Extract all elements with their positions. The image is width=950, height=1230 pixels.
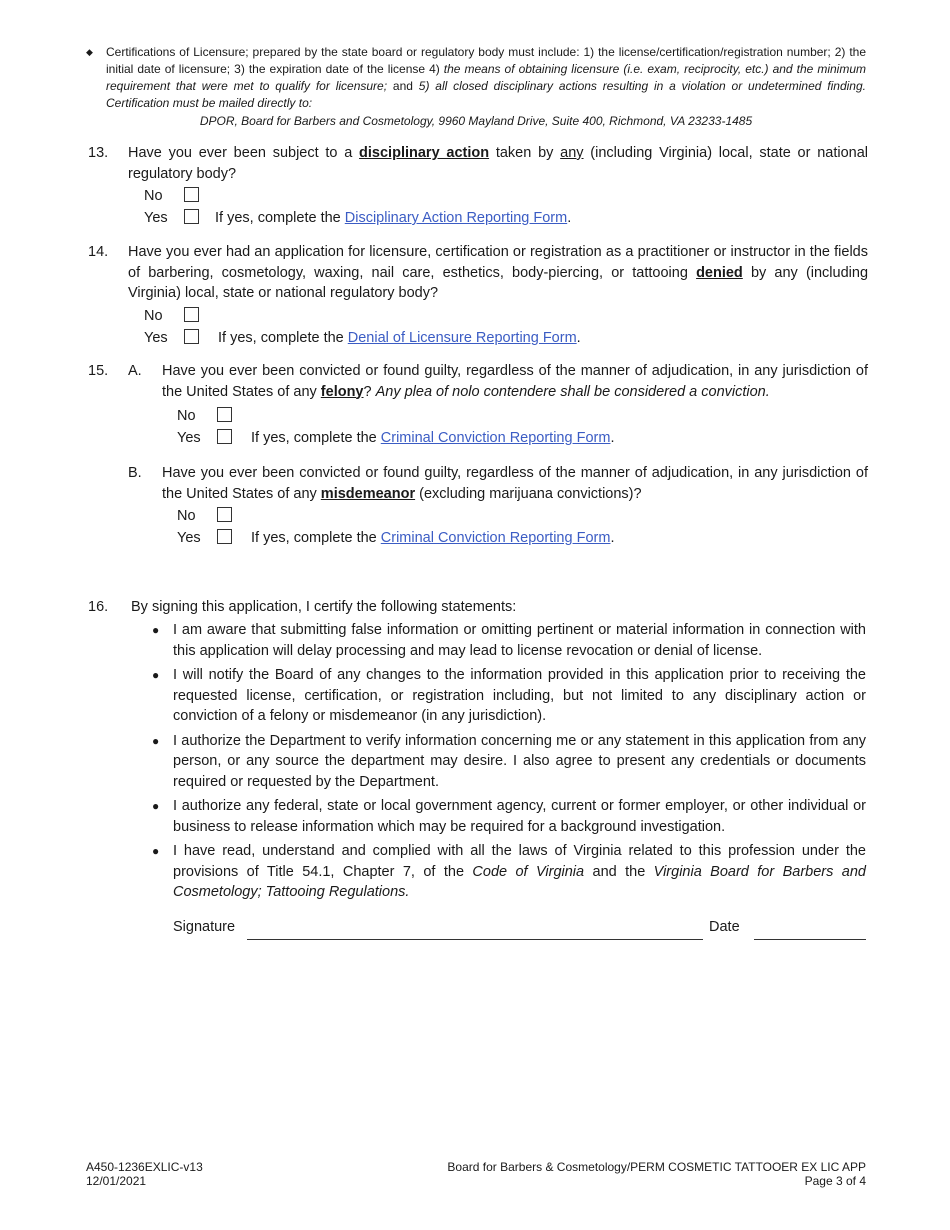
q14-yes-option (144, 328, 581, 348)
bullet-icon: ● (152, 623, 160, 637)
question-13 (88, 143, 868, 184)
date-field[interactable] (754, 939, 866, 940)
if-yes-note (251, 430, 614, 446)
statement-italic: Code of Virginia (472, 863, 585, 880)
statement-text: I authorize the Department to verify information concerning me or any statement in this application from any person, or any source the department may desire. I also agree to present any credentials or documents required or requested by the Department. (173, 732, 866, 790)
q13-text-3: (including Virginia) local, state or national regulatory body? (128, 145, 868, 182)
question-number: 14. (88, 244, 109, 260)
yes-label: Yes (177, 430, 201, 446)
criminal-conviction-form-link[interactable]: Criminal Conviction Reporting Form (380, 430, 611, 446)
signature-row (173, 919, 866, 941)
if-yes-text: If yes, complete the (218, 330, 348, 346)
q15a-yes-checkbox[interactable] (217, 429, 232, 444)
disciplinary-action-form-link[interactable]: Disciplinary Action Reporting Form (344, 210, 568, 226)
period: . (576, 330, 581, 346)
question-text: By signing this application, I certify the following statements: (131, 599, 517, 615)
criminal-conviction-form-link[interactable]: Criminal Conviction Reporting Form (380, 530, 611, 546)
question-text (128, 143, 868, 184)
q14-text-2: by any (including Virginia) local, state or national regulatory body? (128, 264, 869, 301)
if-yes-note (218, 330, 581, 346)
if-yes-note (215, 210, 571, 226)
cert-text-italic-2: 5) all closed disciplinary actions resulting in a violation or undetermined finding. Certification must be mailed directly to: (106, 79, 866, 110)
date-label: Date (709, 919, 740, 935)
list-item (150, 731, 866, 793)
bullet-icon: ● (152, 733, 160, 748)
statement-text: I have read, understand and complied with all the laws of Virginia related to this profession under the provisions of Title 54.1, Chapter 7, of the (173, 843, 866, 880)
question-number: 13. (88, 145, 109, 161)
bullet-icon: ● (152, 799, 160, 813)
no-label: No (177, 408, 196, 424)
if-yes-text: If yes, complete the (251, 530, 381, 546)
q15a-yes-option (177, 428, 614, 448)
sub-letter: B. (128, 465, 142, 481)
list-item (150, 796, 866, 837)
q15b-text-1: Have you ever been convicted or found guilty, regardless of the manner of adjudication, in any jurisdiction of the United States of any (162, 465, 868, 502)
q13-no-checkbox[interactable] (184, 187, 199, 202)
yes-label: Yes (144, 330, 168, 346)
question-text (128, 242, 868, 304)
question-text (162, 463, 868, 504)
question-number: 16. (88, 599, 109, 615)
mailing-address: DPOR, Board for Barbers and Cosmetology, 9960 Mayland Drive, Suite 400, Richmond, VA 23233-1485 (199, 114, 753, 128)
board-name: Board for Barbers & Cosmetology/PERM COSMETIC TATTOOER EX LIC APP (447, 1160, 866, 1174)
q14-text-1: Have you ever had an application for licensure, certification or registration as a practitioner or instructor in the fields of barbering, cosmetology, waxing, nail care, esthetics, body-piercing, or tattooing (128, 244, 868, 281)
q14-emphasis: denied (696, 264, 743, 281)
list-item (150, 620, 866, 661)
q15b-text-2: (excluding marijuana convictions)? (415, 485, 642, 502)
question-15a (88, 361, 868, 402)
yes-label: Yes (144, 210, 168, 226)
certification-statements (150, 620, 866, 907)
question-16 (88, 597, 868, 618)
certification-bullet (86, 44, 866, 112)
cert-text-and: and (387, 79, 419, 93)
no-label: No (144, 188, 163, 204)
cert-text-italic-1: the means of obtaining licensure (i.e. exam, reciprocity, etc.) and the minimum requirement that were met to qualify for licensure; (106, 62, 866, 93)
q13-text-2: taken by (489, 145, 561, 161)
signature-field[interactable] (247, 939, 703, 940)
cert-text-lead: Certifications of Licensure; prepared by the state board or regulatory body must include: 1) the license/certification/registration number; 2) the initial date of licensure; 3) the expiration date of the license 4) (106, 45, 866, 76)
q13-emphasis: disciplinary action (359, 145, 490, 161)
period: . (610, 430, 615, 446)
signature-label: Signature (173, 919, 236, 935)
if-yes-note (251, 530, 614, 546)
list-item (150, 841, 866, 903)
q15b-emphasis: misdemeanor (320, 485, 416, 502)
q15a-text-1: Have you ever been convicted or found guilty, regardless of the manner of adjudication, in any jurisdiction of the United States of any (162, 363, 868, 400)
q13-underline: any (560, 145, 584, 161)
q15a-text-2: ? (363, 383, 376, 400)
question-text (162, 361, 868, 402)
statement-text: I will notify the Board of any changes to the information provided in this application prior to receiving the requested license, certification, or registration including, but not limited to any disciplinary action or conviction of a felony or misdemeanor (in any jurisdiction). (173, 667, 866, 724)
question-15b (88, 463, 868, 504)
q15b-yes-option (177, 528, 614, 548)
q14-no-option (144, 306, 199, 326)
statement-italic: Virginia Board for Barbers and Cosmetology; Tattooing Regulations. (173, 863, 866, 900)
list-item (150, 665, 866, 727)
q15b-no-option (177, 506, 232, 526)
statement-text: I authorize any federal, state or local government agency, current or former employer, or other individual or business to release information which may be required for a background investigation. (173, 798, 866, 835)
yes-label: Yes (177, 530, 201, 546)
question-number: 15. (88, 363, 109, 379)
bullet-icon: ● (152, 844, 160, 858)
q13-yes-checkbox[interactable] (184, 209, 199, 224)
statement-text: and the (584, 863, 654, 880)
if-yes-text: If yes, complete the (251, 430, 381, 446)
q13-yes-option (144, 208, 571, 228)
q15a-no-option (177, 406, 232, 426)
sub-letter: A. (128, 363, 142, 379)
q14-yes-checkbox[interactable] (184, 329, 199, 344)
form-date: 12/01/2021 (86, 1174, 147, 1188)
no-label: No (144, 308, 163, 324)
footer-board-info (447, 1160, 866, 1188)
period: . (567, 210, 572, 226)
bullet-icon: ● (152, 668, 160, 682)
denial-of-licensure-form-link[interactable]: Denial of Licensure Reporting Form (347, 330, 577, 346)
form-id: A450-1236EXLIC-v13 (86, 1160, 203, 1174)
certification-text (106, 44, 866, 112)
q15b-no-checkbox[interactable] (217, 507, 232, 522)
q15a-no-checkbox[interactable] (217, 407, 232, 422)
no-label: No (177, 508, 196, 524)
question-14 (88, 242, 868, 304)
if-yes-text: If yes, complete the (215, 210, 345, 226)
page-number: Page 3 of 4 (804, 1174, 866, 1188)
period: . (610, 530, 615, 546)
statement-text: I am aware that submitting false information or omitting pertinent or material information in connection with this application will delay processing and may lead to license revocation or denial of license. (173, 622, 866, 659)
diamond-bullet-icon: ◆ (86, 47, 93, 57)
q15b-yes-checkbox[interactable] (217, 529, 232, 544)
q13-no-option (144, 186, 199, 206)
q15a-italic: Any plea of nolo contendere shall be considered a conviction. (375, 383, 770, 400)
footer-form-info (86, 1160, 203, 1188)
q14-no-checkbox[interactable] (184, 307, 199, 322)
q13-text-1: Have you ever been subject to a (128, 145, 360, 161)
q15a-emphasis: felony (320, 383, 364, 400)
